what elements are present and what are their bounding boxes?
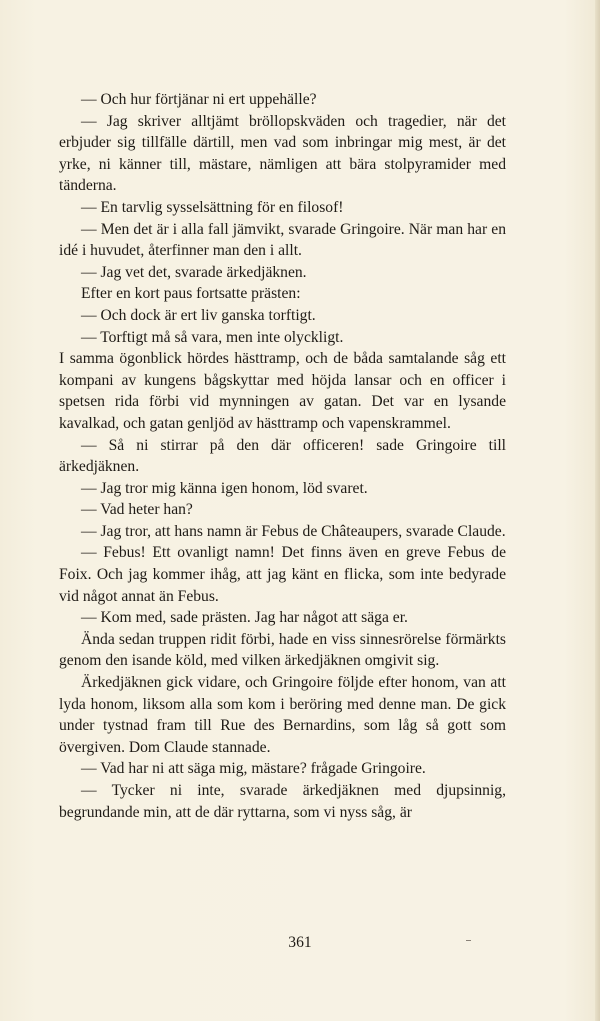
paragraph: — Kom med, sade prästen. Jag har något att säga er. <box>81 609 408 627</box>
paragraph: — Febus! Ett ovanligt namn! Det finns även en greve Febus de Foix. Och jag kommer ihåg, att jag känt en flicka, som inte bedyrade vid något annat än Febus. <box>59 544 506 605</box>
page-number: 361 <box>288 934 312 951</box>
paragraph: — Men det är i alla fall jämvikt, svarade Gringoire. När man har en idé i huvudet, återfinner man den i allt. <box>59 220 506 260</box>
paragraph: — Jag skriver alltjämt bröllopskväden och tragedier, när det erbjuder sig tillfälle därtill, men vad som inbringar mig mest, är det yrke, ni känner till, mästare, nämligen att bära stolpyramider med tänderna. <box>59 112 506 195</box>
paragraph: — Och hur förtjänar ni ert uppehälle? <box>81 91 317 108</box>
body-text <box>59 89 506 823</box>
paragraph: Ärkedjäknen gick vidare, och Gringoire följde efter honom, van att lyda honom, liksom alla som kom i beröring med denne man. De gick under tystnad fram till Rue des Bernardins, som låg så gott som övergiven. Dom Claude stannade. <box>59 674 506 756</box>
paragraph: — Och dock är ert liv ganska torftigt. <box>81 306 316 324</box>
paragraph: Efter en kort paus fortsatte prästen: <box>81 285 301 303</box>
paragraph: — En tarvlig sysselsättning för en filosof! <box>81 198 344 216</box>
paragraph: — Vad har ni att säga mig, mästare? frågade Gringoire. <box>81 760 426 778</box>
paragraph: — Så ni stirrar på den där officeren! sade Gringoire till ärkedjäknen. <box>59 436 506 476</box>
page-edge <box>595 0 600 1021</box>
paragraph: I samma ögonblick hördes hästtramp, och de båda samtalande såg ett kompani av kungens bågskyttar med höjda lansar och en officer i spetsen rida förbi vid mynningen av gatan. Det var en lysande kavalkad, och gatan genljöd av hästtramp och vapenskrammel. <box>59 350 506 432</box>
paragraph: — Vad heter han? <box>81 501 193 519</box>
paragraph: — Tycker ni inte, svarade ärkedjäknen med djupsinnig, begrundande min, att de där ryttarna, som vi nyss såg, är <box>59 782 506 821</box>
paragraph: — Jag tror, att hans namn är Febus de Châteaupers, svarade Claude. <box>81 522 506 540</box>
margin-mark <box>466 940 471 941</box>
paragraph: — Torftigt må så vara, men inte olyckligt. <box>81 328 344 346</box>
paragraph: — Jag tror mig känna igen honom, löd svaret. <box>81 479 368 497</box>
paragraph: — Jag vet det, svarade ärkedjäknen. <box>81 263 307 281</box>
paragraph: Ända sedan truppen ridit förbi, hade en viss sinnesrörelse förmärkts genom den isande köld, med vilken ärkedjäknen omgivit sig. <box>59 630 506 670</box>
